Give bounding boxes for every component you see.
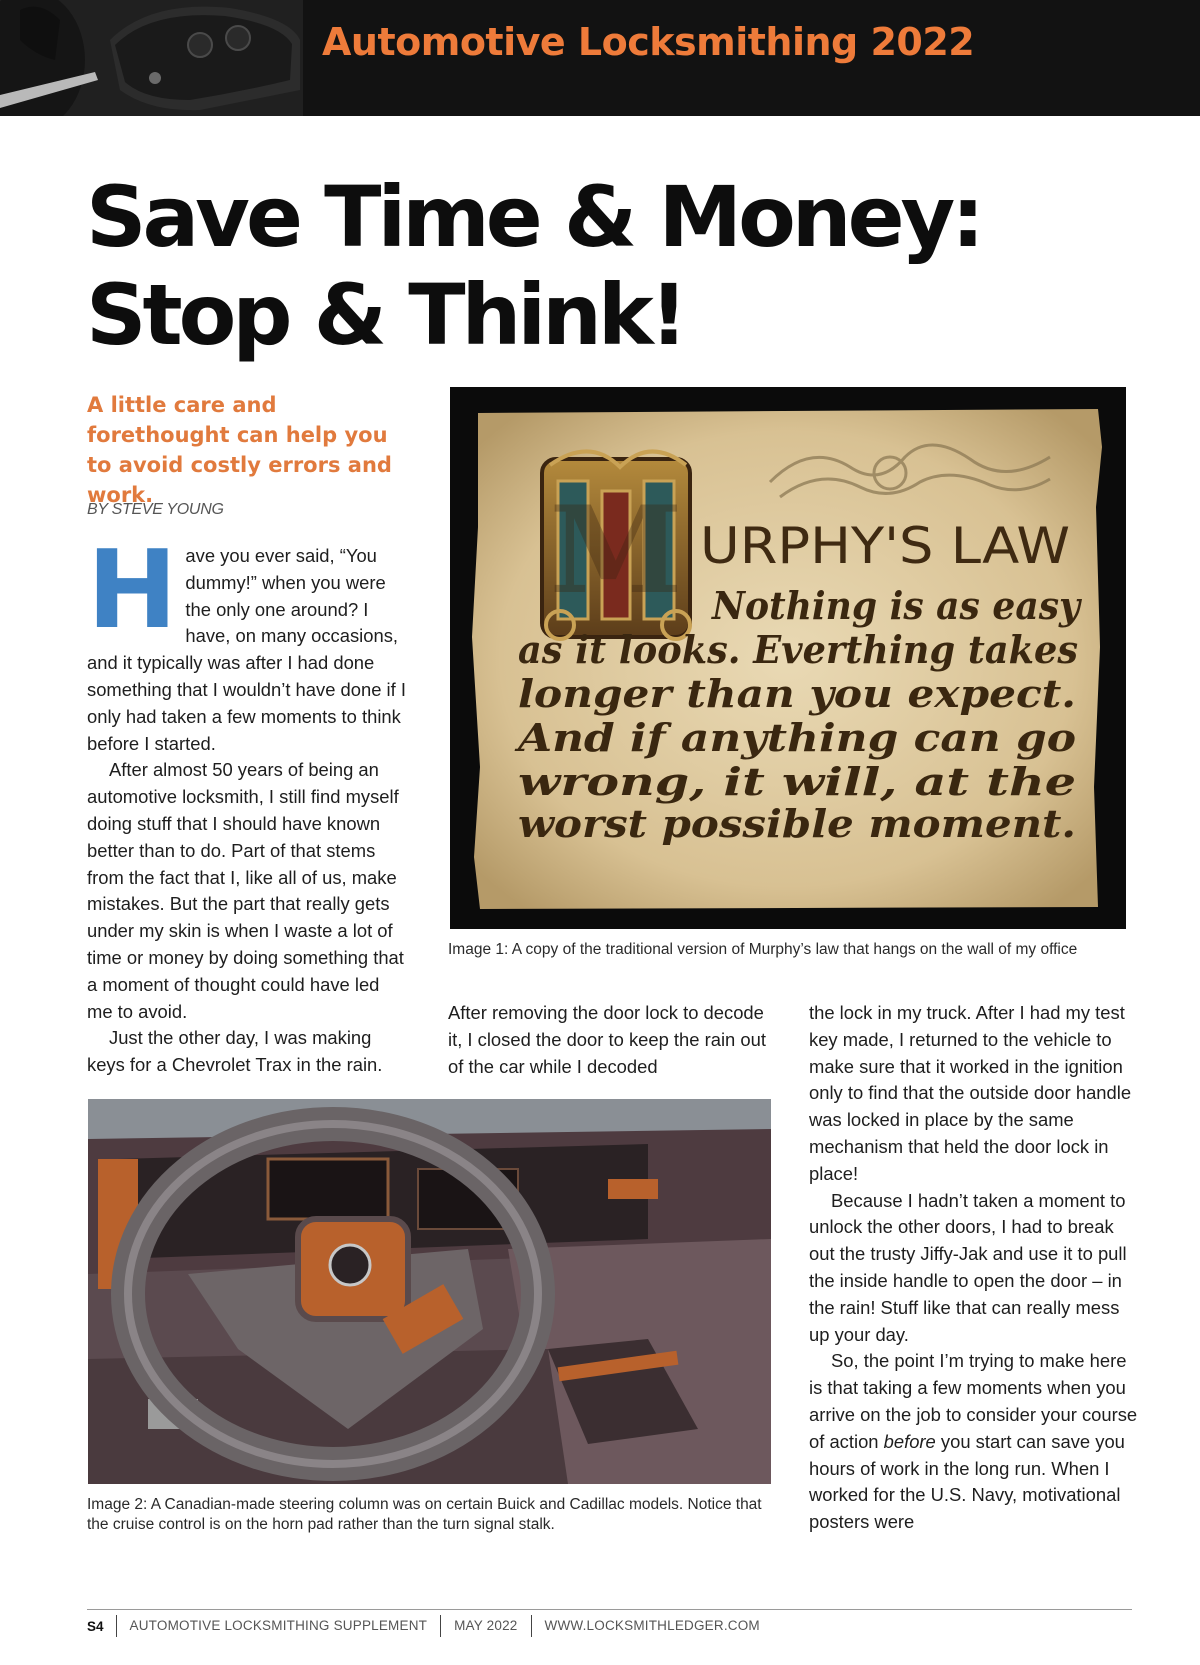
byline: BY STEVE YOUNG [87, 501, 224, 518]
dashboard-illustration [88, 1099, 771, 1484]
poster-line-5: wrong, it will, at the [518, 759, 1076, 804]
footer-divider [87, 1609, 1132, 1610]
paragraph: After removing the door lock to decode it, I closed the door to keep the rain out of the car while I decoded [448, 1002, 766, 1077]
body-column-1 [87, 528, 407, 1079]
paragraph-text: you start can save you hours of work in the long run. When I worked for the U.S. Navy, motivational posters were [809, 1430, 1125, 1533]
drop-cap: H [87, 528, 178, 653]
paragraph [809, 1348, 1139, 1536]
headline-line-1: Save Time & Money: [86, 168, 981, 266]
car-key-illustration [0, 0, 303, 116]
page-number: S4 [87, 1618, 104, 1634]
footer-supplement: AUTOMOTIVE LOCKSMITHING SUPPLEMENT [116, 1615, 441, 1637]
headline-line-2: Stop & Think! [86, 266, 685, 364]
paragraph: the lock in my truck. After I had my test key made, I returned to the vehicle to make sure that it worked in the ignition only to find that the outside door handle was locked in place by the same mechanism that held the door lock in place! [809, 1002, 1132, 1184]
image-2-caption: Image 2: A Canadian-made steering column was on certain Buick and Cadillac models. Notice that the cruise control is on the horn pad rather than the turn signal stalk. [87, 1496, 762, 1533]
page-footer [87, 1613, 773, 1639]
illuminated-letter [542, 451, 690, 639]
steering-wheel-photo [88, 1099, 771, 1484]
poster-line-6: worst possible moment. [518, 801, 1076, 846]
body-column-3 [809, 1000, 1139, 1536]
poster-illustration [450, 387, 1126, 929]
footer-date: MAY 2022 [440, 1615, 530, 1637]
image-1-caption: Image 1: A copy of the traditional version of Murphy’s law that hangs on the wall of my office [448, 941, 1078, 958]
article-deck: A little care and forethought can help you to avoid costly errors and work. [87, 393, 392, 507]
poster-line-4: And if anything can go [514, 715, 1076, 760]
car-key-photo [0, 0, 303, 116]
paragraph: Just the other day, I was making keys for a Chevrolet Trax in the rain. [87, 1027, 383, 1076]
article-headline [86, 168, 1136, 364]
poster-line-1: Nothing is as easy [711, 583, 1083, 628]
poster-line-2: as it looks. Everthing takes [518, 627, 1078, 672]
footer-website[interactable]: WWW.LOCKSMITHLEDGER.COM [531, 1615, 773, 1637]
section-header [0, 0, 1200, 116]
poster-line-3: longer than you expect. [518, 671, 1076, 716]
poster-title: URPHY'S LAW [700, 517, 1070, 575]
paragraph-text: So, the point I’m trying to make here is that taking a few moments when you arrive on the job to consider your course of action [809, 1350, 1138, 1452]
paragraph-text: ave you ever said, “You dummy!” when you were the only one around? I have, on many occasions, and it typically was after I had done something that I wouldn’t have done if I only had taken a few moments to think before I started. [87, 545, 406, 754]
paragraph: Because I hadn’t taken a moment to unlock the other doors, I had to break out the trusty Jiffy-Jak and use it to pull the inside handle to open the door – in the rain! Stuff like that can really mess up your day. [809, 1189, 1127, 1345]
section-title: Automotive Locksmithing 2022 [322, 20, 975, 64]
body-column-2 [448, 1000, 778, 1080]
murphys-law-poster-image [450, 387, 1126, 929]
paragraph [87, 528, 407, 757]
paragraph: After almost 50 years of being an automotive locksmith, I still find myself doing stuff that I should have known better than to do. Part of that stems from the fact that I, like all of us, make mistakes. But the part that really gets under my skin is when I waste a lot of time or money by doing something that a moment of thought could have led me to avoid. [87, 759, 404, 1022]
poster-initial: M [549, 480, 683, 621]
emphasis-text: before [883, 1430, 936, 1452]
